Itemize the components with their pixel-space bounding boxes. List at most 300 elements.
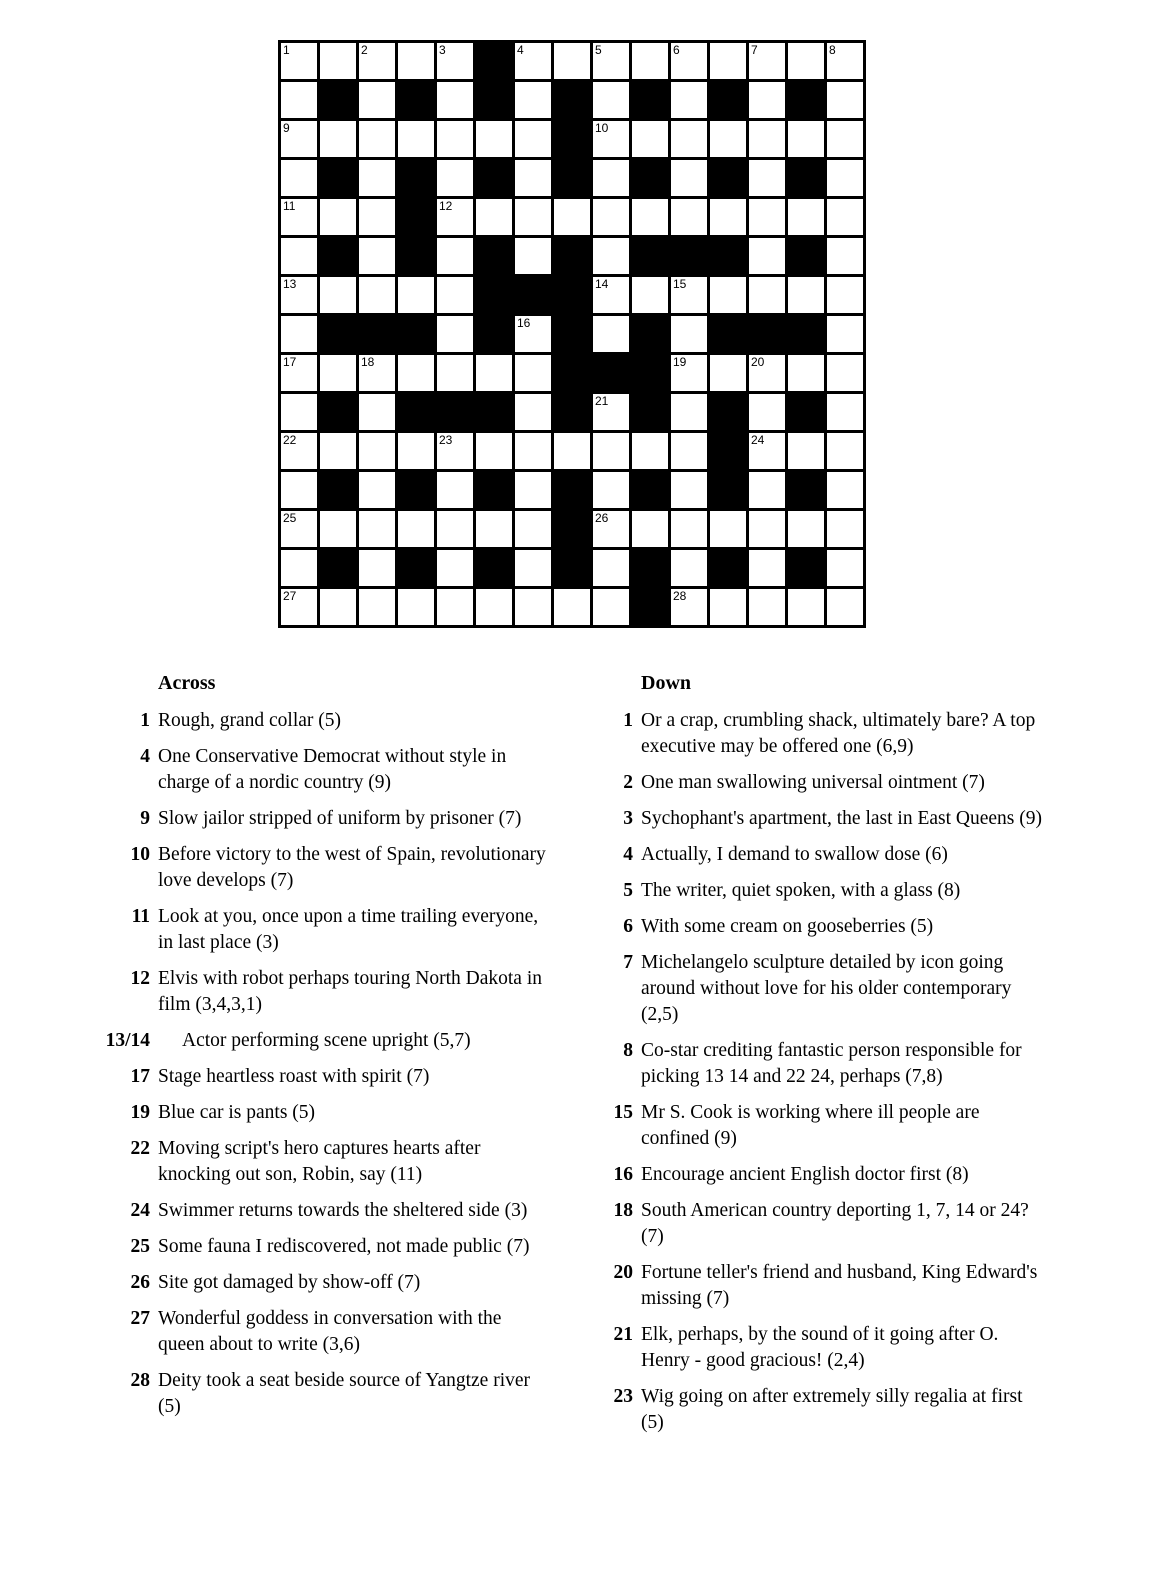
clue-number: 7	[623, 952, 633, 973]
clue-number: 22	[130, 1138, 150, 1159]
grid-cell[interactable]	[788, 199, 824, 235]
clue-text: Fortune teller's friend and husband, King Edward's missing (7)	[641, 1262, 1038, 1309]
grid-cell[interactable]	[710, 589, 746, 625]
grid-cell[interactable]	[398, 589, 434, 625]
clue-number: 10	[130, 844, 150, 865]
grid-cell[interactable]	[593, 589, 629, 625]
grid-cell[interactable]	[398, 121, 434, 157]
grid-cell-black	[632, 316, 668, 352]
grid-cell[interactable]	[359, 589, 395, 625]
grid-cell[interactable]	[593, 82, 629, 118]
grid-cell[interactable]	[515, 199, 551, 235]
grid-cell[interactable]	[827, 121, 863, 157]
grid-cell[interactable]	[749, 199, 785, 235]
grid-cell[interactable]	[593, 43, 629, 79]
clue-item	[100, 842, 549, 894]
grid-cell[interactable]	[827, 316, 863, 352]
cell-number: 23	[439, 433, 453, 447]
clue-text: Encourage ancient English doctor first (8)	[641, 1164, 969, 1185]
grid-cell[interactable]	[515, 238, 551, 274]
clue-text: Michelangelo sculpture detailed by icon going around without love for his older contemporary (2,5)	[641, 952, 1012, 1025]
grid-cell[interactable]	[593, 199, 629, 235]
grid-cell-black	[710, 550, 746, 586]
grid-cell-black	[476, 550, 512, 586]
grid-cell[interactable]	[632, 511, 668, 547]
grid-cell[interactable]	[593, 511, 629, 547]
grid-cell[interactable]	[749, 589, 785, 625]
grid-cell[interactable]	[554, 43, 590, 79]
grid-cell-black	[788, 550, 824, 586]
clue-item	[100, 1234, 549, 1260]
grid-cell[interactable]	[515, 43, 551, 79]
grid-cell[interactable]	[827, 43, 863, 79]
grid-cell[interactable]	[281, 394, 317, 430]
clue-item	[599, 1322, 1043, 1374]
cell-number: 17	[283, 355, 297, 369]
grid-cell-black	[710, 82, 746, 118]
grid-cell[interactable]	[632, 277, 668, 313]
grid-cell[interactable]	[515, 355, 551, 391]
clue-number: 19	[130, 1102, 150, 1123]
grid-cell[interactable]	[281, 511, 317, 547]
clue-text: Slow jailor stripped of uniform by prisoner (7)	[158, 808, 522, 829]
grid-cell[interactable]	[476, 355, 512, 391]
grid-cell[interactable]	[437, 82, 473, 118]
grid-cell-black	[554, 550, 590, 586]
grid-cell[interactable]	[320, 433, 356, 469]
grid-cell[interactable]	[515, 394, 551, 430]
clue-number: 4	[140, 746, 150, 767]
grid-cell[interactable]	[671, 550, 707, 586]
clue-text: With some cream on gooseberries (5)	[641, 916, 934, 937]
grid-cell[interactable]	[593, 121, 629, 157]
grid-cell-black	[476, 160, 512, 196]
cell-number: 15	[673, 277, 687, 291]
grid-cell[interactable]	[437, 160, 473, 196]
grid-cell[interactable]	[281, 82, 317, 118]
grid-cell[interactable]	[827, 238, 863, 274]
grid-cell-black	[476, 472, 512, 508]
clue-text: Rough, grand collar (5)	[158, 710, 342, 731]
grid-cell[interactable]	[281, 472, 317, 508]
clue-item	[100, 744, 549, 796]
grid-cell[interactable]	[749, 277, 785, 313]
grid-cell-black	[554, 277, 590, 313]
grid-cell[interactable]	[515, 82, 551, 118]
grid-cell[interactable]	[593, 316, 629, 352]
grid-cell[interactable]	[827, 394, 863, 430]
down-clues-column	[599, 670, 1043, 1446]
grid-cell-black	[476, 277, 512, 313]
grid-cell[interactable]	[281, 355, 317, 391]
grid-cell[interactable]	[710, 511, 746, 547]
cell-number: 4	[517, 43, 524, 57]
grid-cell[interactable]	[749, 550, 785, 586]
clue-item	[599, 1384, 1043, 1436]
grid-cell-black	[749, 316, 785, 352]
clue-item	[599, 914, 1043, 940]
grid-cell[interactable]	[671, 316, 707, 352]
grid-cell[interactable]	[281, 238, 317, 274]
clue-text: Actor performing scene upright (5,7)	[182, 1030, 471, 1051]
clue-number: 8	[623, 1040, 633, 1061]
grid-cell[interactable]	[671, 511, 707, 547]
grid-cell[interactable]	[398, 277, 434, 313]
grid-cell[interactable]	[437, 355, 473, 391]
cell-number: 9	[283, 121, 290, 135]
clue-number: 3	[623, 808, 633, 829]
grid-cell[interactable]	[749, 43, 785, 79]
grid-cell[interactable]	[359, 199, 395, 235]
grid-cell[interactable]	[827, 472, 863, 508]
cell-number: 21	[595, 394, 609, 408]
grid-cell-black	[788, 472, 824, 508]
clue-item	[100, 1028, 549, 1054]
clue-number: 26	[130, 1272, 150, 1293]
grid-cell[interactable]	[437, 433, 473, 469]
grid-cell[interactable]	[710, 355, 746, 391]
grid-cell[interactable]	[710, 43, 746, 79]
cell-number: 19	[673, 355, 687, 369]
clue-text: Or a crap, crumbling shack, ultimately bare? A top executive may be offered one (6,9)	[641, 710, 1036, 757]
grid-cell[interactable]	[476, 511, 512, 547]
grid-cell[interactable]	[359, 121, 395, 157]
grid-cell-black	[515, 277, 551, 313]
grid-cell[interactable]	[593, 238, 629, 274]
grid-cell[interactable]	[437, 550, 473, 586]
grid-cell-black	[554, 121, 590, 157]
grid-cell[interactable]	[515, 550, 551, 586]
grid-cell[interactable]	[749, 160, 785, 196]
cell-number: 24	[751, 433, 765, 447]
grid-cell[interactable]	[710, 121, 746, 157]
clue-item	[100, 1368, 549, 1420]
clue-item	[599, 1260, 1043, 1312]
grid-cell-black	[476, 238, 512, 274]
grid-cell-black	[632, 394, 668, 430]
grid-cell[interactable]	[359, 43, 395, 79]
clue-item	[100, 806, 549, 832]
grid-cell[interactable]	[281, 199, 317, 235]
grid-cell[interactable]	[632, 199, 668, 235]
grid-cell[interactable]	[515, 511, 551, 547]
grid-cell[interactable]	[515, 121, 551, 157]
clue-item	[599, 1038, 1043, 1090]
grid-cell[interactable]	[671, 160, 707, 196]
grid-cell[interactable]	[515, 433, 551, 469]
grid-cell[interactable]	[437, 121, 473, 157]
grid-cell[interactable]	[788, 433, 824, 469]
grid-cell[interactable]	[827, 589, 863, 625]
grid-cell[interactable]	[749, 238, 785, 274]
grid-cell[interactable]	[359, 394, 395, 430]
grid-cell[interactable]	[593, 472, 629, 508]
clue-text: Moving script's hero captures hearts after knocking out son, Robin, say (11)	[158, 1138, 481, 1185]
grid-cell[interactable]	[827, 355, 863, 391]
grid-cell[interactable]	[554, 199, 590, 235]
clue-text: Before victory to the west of Spain, revolutionary love develops (7)	[158, 844, 546, 891]
grid-cell-black	[788, 238, 824, 274]
grid-cell-black	[554, 472, 590, 508]
clue-number: 21	[613, 1324, 633, 1345]
clue-text: Wonderful goddess in conversation with the queen about to write (3,6)	[158, 1308, 502, 1355]
grid-cell[interactable]	[320, 199, 356, 235]
grid-cell-black	[320, 472, 356, 508]
across-clues-column	[100, 670, 549, 1446]
clue-number: 23	[613, 1386, 633, 1407]
grid-cell[interactable]	[632, 121, 668, 157]
grid-cell[interactable]	[749, 394, 785, 430]
grid-cell[interactable]	[359, 511, 395, 547]
grid-cell[interactable]	[359, 238, 395, 274]
grid-cell[interactable]	[827, 160, 863, 196]
clue-number: 16	[613, 1164, 633, 1185]
clue-text: Sychophant's apartment, the last in East Queens (9)	[641, 808, 1042, 829]
grid-cell[interactable]	[593, 277, 629, 313]
grid-cell[interactable]	[359, 277, 395, 313]
grid-cell[interactable]	[749, 355, 785, 391]
grid-cell[interactable]	[476, 433, 512, 469]
grid-cell-black	[671, 238, 707, 274]
grid-cell[interactable]	[437, 472, 473, 508]
grid-cell[interactable]	[281, 589, 317, 625]
grid-cell-black	[632, 589, 668, 625]
grid-cell-black	[554, 511, 590, 547]
grid-cell[interactable]	[476, 121, 512, 157]
clue-item	[100, 1306, 549, 1358]
grid-cell[interactable]	[710, 199, 746, 235]
cell-number: 8	[829, 43, 836, 57]
cell-number: 26	[595, 511, 609, 525]
grid-cell[interactable]	[281, 316, 317, 352]
grid-cell-black	[398, 550, 434, 586]
grid-cell-black	[320, 550, 356, 586]
grid-cell-black	[632, 472, 668, 508]
clue-text: Site got damaged by show-off (7)	[158, 1272, 421, 1293]
grid-cell[interactable]	[320, 121, 356, 157]
grid-cell[interactable]	[281, 433, 317, 469]
grid-cell[interactable]	[671, 355, 707, 391]
grid-cell[interactable]	[554, 589, 590, 625]
grid-cell[interactable]	[827, 82, 863, 118]
clue-item	[599, 1162, 1043, 1188]
grid-cell[interactable]	[476, 589, 512, 625]
clue-number: 28	[130, 1370, 150, 1391]
grid-cell-black	[554, 82, 590, 118]
grid-cell[interactable]	[398, 355, 434, 391]
cell-number: 5	[595, 43, 602, 57]
grid-cell[interactable]	[359, 472, 395, 508]
grid-cell[interactable]	[476, 199, 512, 235]
grid-cell-black	[632, 238, 668, 274]
grid-cell[interactable]	[437, 511, 473, 547]
across-clue-list	[100, 708, 549, 1420]
clue-item	[100, 708, 549, 734]
cell-number: 20	[751, 355, 765, 369]
grid-cell[interactable]	[671, 43, 707, 79]
grid-cell[interactable]	[437, 199, 473, 235]
cell-number: 25	[283, 511, 297, 525]
grid-cell[interactable]	[281, 43, 317, 79]
grid-cell[interactable]	[398, 433, 434, 469]
grid-cell-black	[320, 160, 356, 196]
grid-cell[interactable]	[437, 238, 473, 274]
clue-text: Swimmer returns towards the sheltered side (3)	[158, 1200, 528, 1221]
cell-number: 10	[595, 121, 609, 135]
grid-cell[interactable]	[437, 43, 473, 79]
grid-cell-black	[398, 472, 434, 508]
grid-cell-black	[476, 82, 512, 118]
grid-cell[interactable]	[671, 589, 707, 625]
clue-text: South American country deporting 1, 7, 14 or 24? (7)	[641, 1200, 1029, 1247]
clue-number: 17	[130, 1066, 150, 1087]
grid-cell[interactable]	[359, 82, 395, 118]
grid-cell[interactable]	[827, 199, 863, 235]
grid-cell[interactable]	[788, 121, 824, 157]
grid-cell[interactable]	[788, 355, 824, 391]
cell-number: 14	[595, 277, 609, 291]
grid-cell[interactable]	[398, 43, 434, 79]
grid-cell-black	[398, 82, 434, 118]
grid-cell-black	[710, 394, 746, 430]
grid-cell[interactable]	[632, 43, 668, 79]
grid-cell-black	[320, 394, 356, 430]
grid-cell[interactable]	[281, 277, 317, 313]
grid-cell[interactable]	[749, 433, 785, 469]
grid-cell[interactable]	[320, 43, 356, 79]
grid-cell-black	[320, 82, 356, 118]
grid-cell[interactable]	[359, 433, 395, 469]
grid-cell-black	[398, 238, 434, 274]
grid-cell[interactable]	[281, 121, 317, 157]
cell-number: 28	[673, 589, 687, 603]
grid-cell[interactable]	[710, 277, 746, 313]
clue-item	[100, 1136, 549, 1188]
grid-cell-black	[710, 433, 746, 469]
grid-cell[interactable]	[671, 433, 707, 469]
grid-cell-black	[398, 160, 434, 196]
cell-number: 22	[283, 433, 297, 447]
grid-cell[interactable]	[749, 472, 785, 508]
clue-number: 25	[130, 1236, 150, 1257]
grid-cell[interactable]	[515, 160, 551, 196]
grid-cell[interactable]	[359, 355, 395, 391]
grid-cell-black	[632, 550, 668, 586]
grid-cell[interactable]	[788, 43, 824, 79]
grid-cell-black	[320, 316, 356, 352]
grid-cell[interactable]	[593, 433, 629, 469]
clue-text: One Conservative Democrat without style in charge of a nordic country (9)	[158, 746, 507, 793]
grid-cell[interactable]	[515, 589, 551, 625]
grid-cell-black	[710, 238, 746, 274]
grid-cell-black	[554, 394, 590, 430]
grid-cell[interactable]	[515, 472, 551, 508]
grid-cell[interactable]	[437, 316, 473, 352]
grid-cell[interactable]	[788, 589, 824, 625]
grid-cell[interactable]	[632, 433, 668, 469]
grid-cell[interactable]	[320, 511, 356, 547]
clue-text: Deity took a seat beside source of Yangtze river (5)	[158, 1370, 531, 1417]
grid-cell[interactable]	[593, 394, 629, 430]
cell-number: 13	[283, 277, 297, 291]
grid-cell[interactable]	[359, 160, 395, 196]
grid-cell[interactable]	[749, 82, 785, 118]
grid-cell-black	[554, 316, 590, 352]
grid-cell[interactable]	[827, 550, 863, 586]
grid-cell-black	[632, 82, 668, 118]
grid-cell[interactable]	[320, 355, 356, 391]
clue-number: 15	[613, 1102, 633, 1123]
grid-cell[interactable]	[827, 433, 863, 469]
grid-cell-black	[437, 394, 473, 430]
clue-text: Blue car is pants (5)	[158, 1102, 316, 1123]
grid-cell[interactable]	[320, 277, 356, 313]
clue-number: 5	[623, 880, 633, 901]
clue-text: Mr S. Cook is working where ill people are confined (9)	[641, 1102, 980, 1149]
grid-cell[interactable]	[671, 121, 707, 157]
grid-cell[interactable]	[671, 82, 707, 118]
grid-cell[interactable]	[398, 511, 434, 547]
clue-item	[100, 966, 549, 1018]
grid-cell[interactable]	[359, 550, 395, 586]
grid-cell[interactable]	[437, 277, 473, 313]
grid-cell[interactable]	[554, 433, 590, 469]
cell-number: 27	[283, 589, 297, 603]
grid-cell[interactable]	[749, 121, 785, 157]
grid-cell[interactable]	[671, 394, 707, 430]
grid-cell-black	[788, 394, 824, 430]
grid-cell[interactable]	[827, 277, 863, 313]
grid-cell[interactable]	[320, 589, 356, 625]
grid-cell-black	[554, 238, 590, 274]
cell-number: 6	[673, 43, 680, 57]
clue-text: Look at you, once upon a time trailing everyone, in last place (3)	[158, 906, 539, 953]
grid-cell[interactable]	[671, 472, 707, 508]
cell-number: 1	[283, 43, 290, 57]
grid-cell[interactable]	[788, 277, 824, 313]
clue-number: 4	[623, 844, 633, 865]
grid-cell[interactable]	[788, 511, 824, 547]
clue-number: 13/14	[105, 1030, 150, 1051]
clue-number: 11	[131, 906, 150, 927]
grid-cell[interactable]	[593, 550, 629, 586]
grid-cell[interactable]	[281, 160, 317, 196]
down-header: Down	[641, 672, 692, 694]
down-clue-list	[599, 708, 1043, 1436]
clue-text: Co-star crediting fantastic person responsible for picking 13 14 and 22 24, perhaps (7,8)	[641, 1040, 1022, 1087]
clue-item	[100, 1198, 549, 1224]
grid-cell-black	[359, 316, 395, 352]
grid-cell[interactable]	[281, 550, 317, 586]
clue-number: 1	[140, 710, 150, 731]
clue-item	[599, 842, 1043, 868]
grid-cell[interactable]	[749, 511, 785, 547]
grid-cell[interactable]	[671, 277, 707, 313]
grid-cell[interactable]	[593, 160, 629, 196]
grid-cell-black	[788, 316, 824, 352]
clue-item	[100, 904, 549, 956]
clue-number: 24	[130, 1200, 150, 1221]
grid-cell[interactable]	[515, 316, 551, 352]
clue-text: Elk, perhaps, by the sound of it going after O. Henry - good gracious! (2,4)	[641, 1324, 999, 1371]
grid-cell[interactable]	[671, 199, 707, 235]
grid-cell-black	[398, 316, 434, 352]
grid-cell[interactable]	[437, 589, 473, 625]
grid-cell[interactable]	[827, 511, 863, 547]
clue-number: 2	[623, 772, 633, 793]
clue-item	[100, 1100, 549, 1126]
cell-number: 16	[517, 316, 531, 330]
